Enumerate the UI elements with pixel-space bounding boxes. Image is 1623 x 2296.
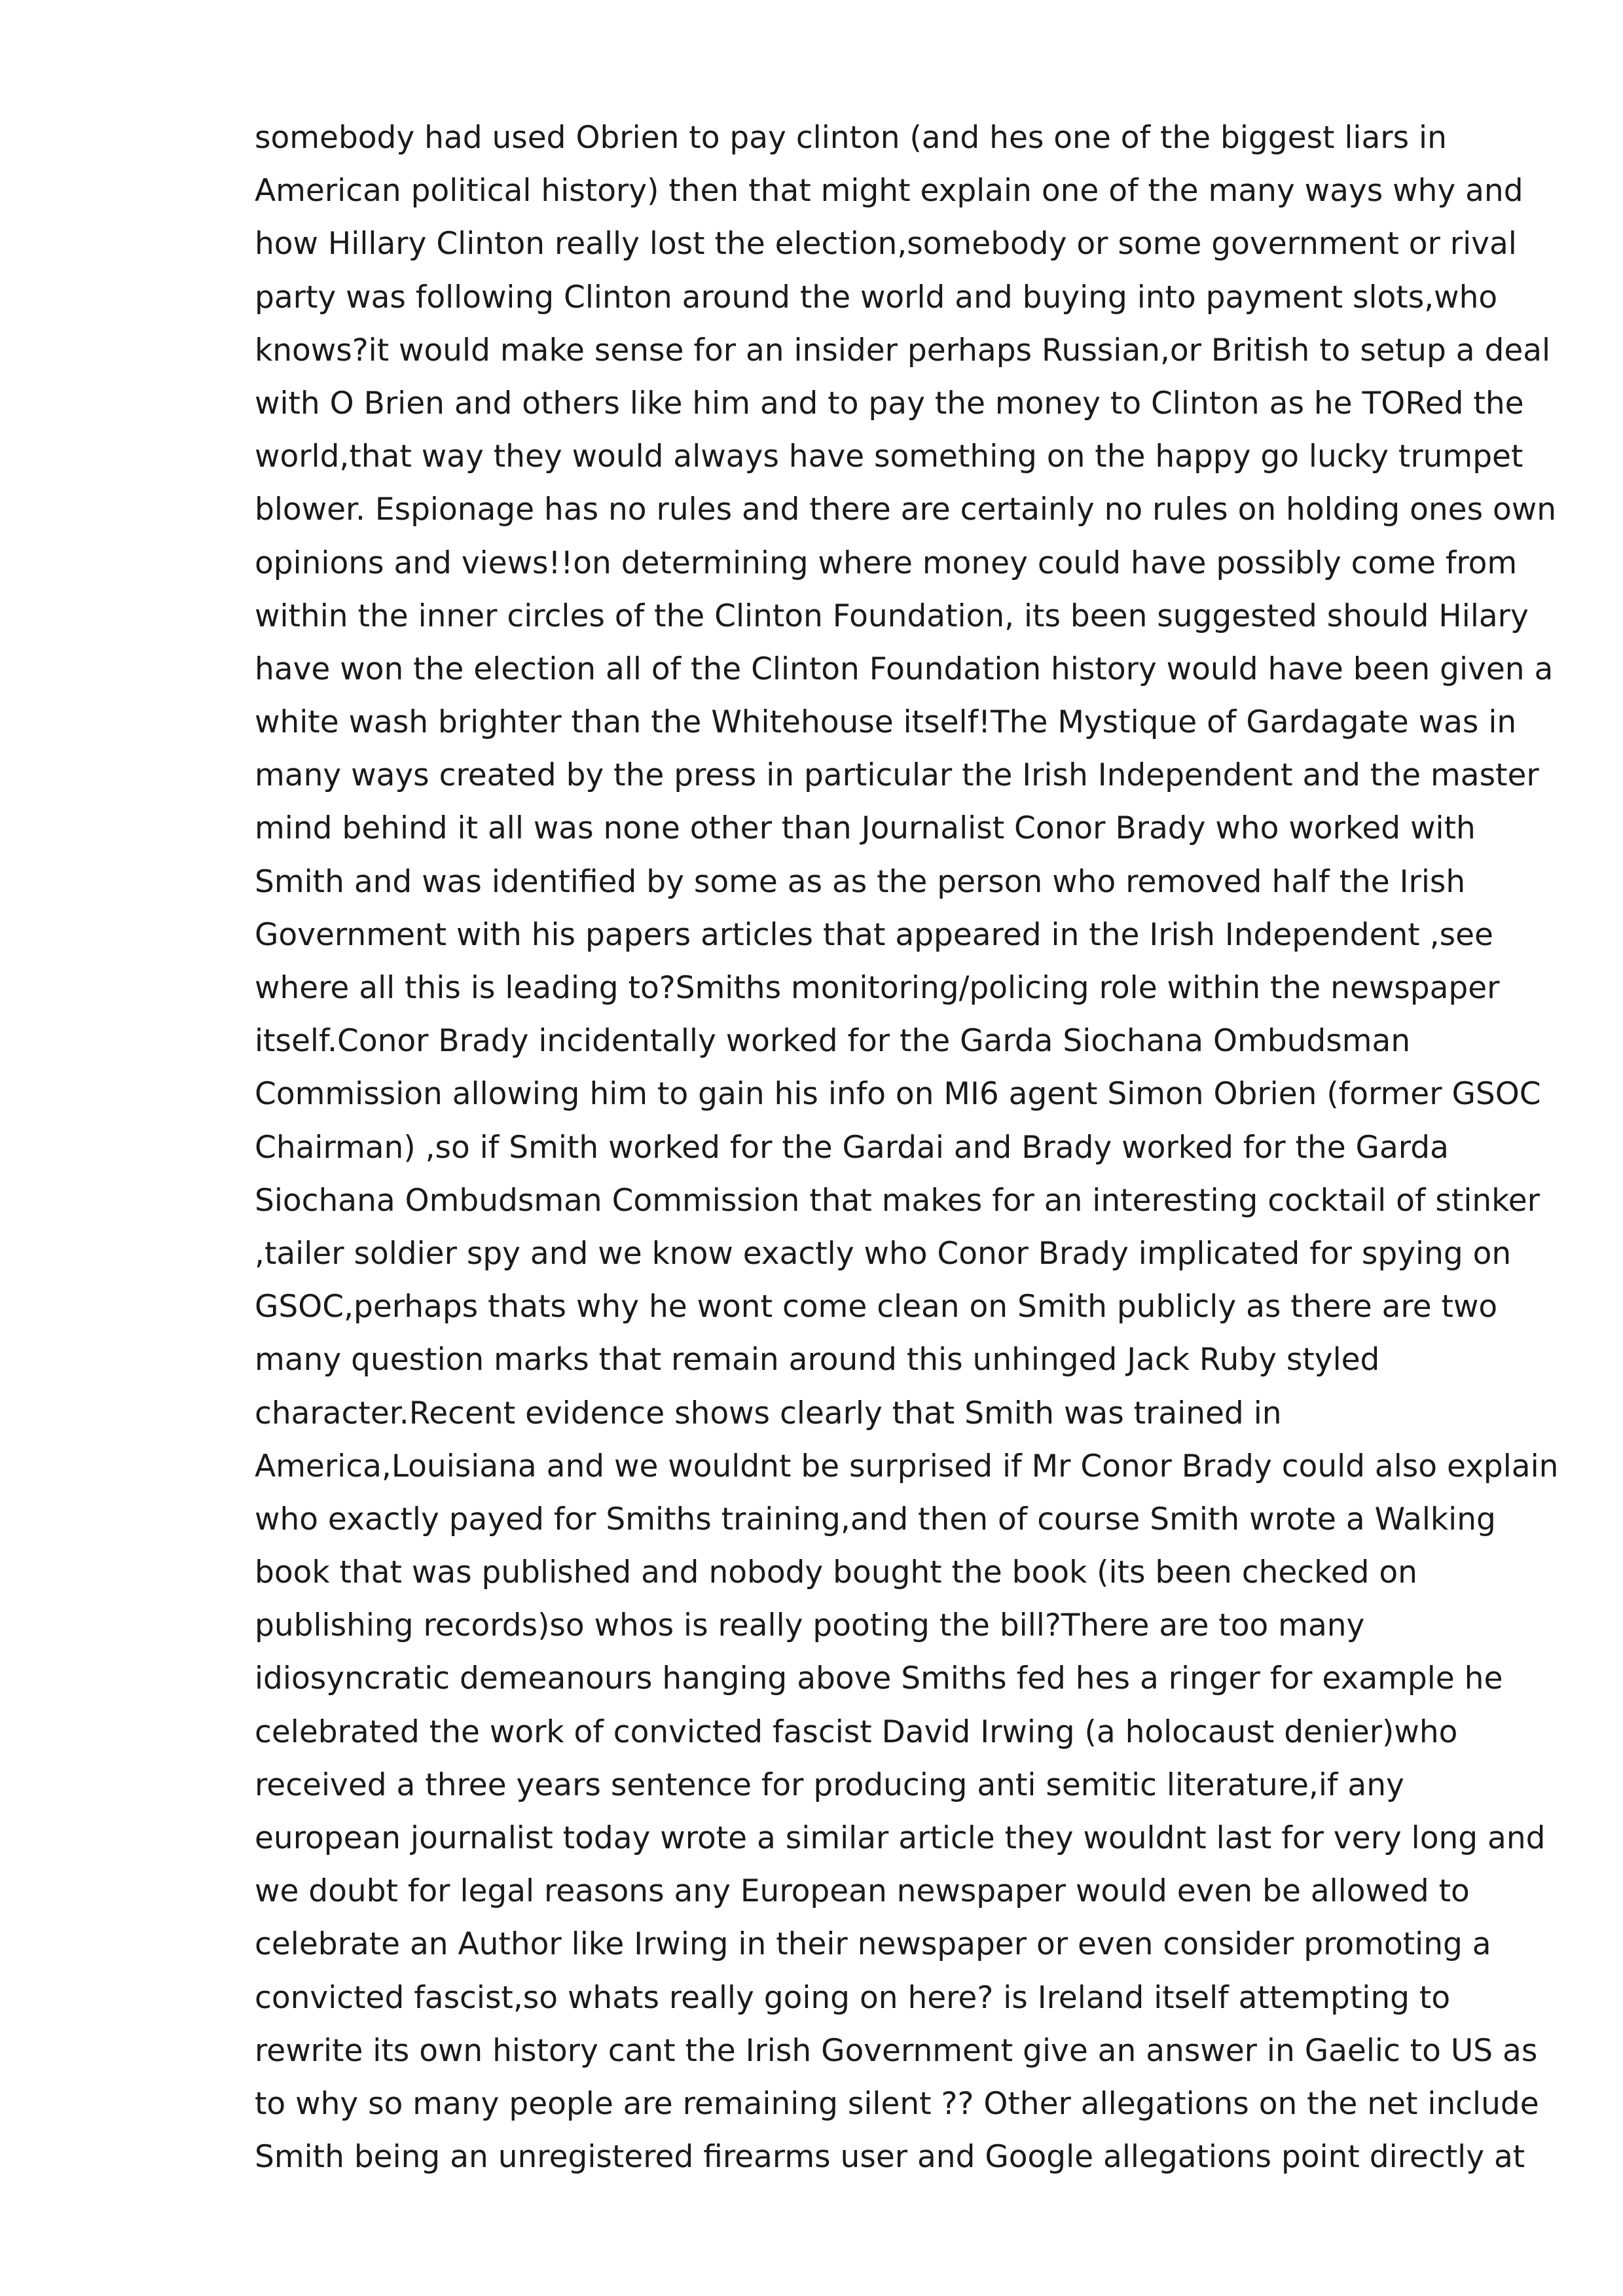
text-line: convicted fascist,so whats really going on here? is Ireland itself attempting to bbox=[255, 1979, 1451, 2016]
text-line: mind behind it all was none other than Journalist Conor Brady who worked with bbox=[255, 810, 1476, 847]
text-line: we doubt for legal reasons any European newspaper would even be allowed to bbox=[255, 1873, 1470, 1910]
text-line: many question marks that remain around this unhinged Jack Ruby styled bbox=[255, 1342, 1380, 1378]
text-line: Siochana Ombudsman Commission that makes for an interesting cocktail of stinker bbox=[255, 1182, 1540, 1219]
text-line: white wash brighter than the Whitehouse itself!The Mystique of Gardagate was in bbox=[255, 704, 1517, 741]
text-line: American political history) then that might explain one of the many ways why and bbox=[255, 173, 1523, 209]
text-line: how Hillary Clinton really lost the election,somebody or some government or rival bbox=[255, 226, 1517, 262]
text-line: who exactly payed for Smiths training,and then of course Smith wrote a Walking bbox=[255, 1501, 1496, 1537]
text-line: received a three years sentence for producing anti semitic literature,if any bbox=[255, 1767, 1404, 1803]
text-line: ,tailer soldier spy and we know exactly who Conor Brady implicated for spying on bbox=[255, 1235, 1512, 1272]
text-line: rewrite its own history cant the Irish Government give an answer in Gaelic to US as bbox=[255, 2032, 1538, 2069]
text-line: blower. Espionage has no rules and there are certainly no rules on holding ones own bbox=[255, 492, 1556, 528]
text-line: somebody had used Obrien to pay clinton (and hes one of the biggest liars in bbox=[255, 120, 1447, 156]
text-line: to why so many people are remaining silent ?? Other allegations on the net include bbox=[255, 2085, 1539, 2122]
text-line: GSOC,perhaps thats why he wont come clean on Smith publicly as there are two bbox=[255, 1289, 1498, 1325]
text-line: character.Recent evidence shows clearly that Smith was trained in bbox=[255, 1395, 1282, 1431]
text-line: publishing records)so whos is really pooting the bill?There are too many bbox=[255, 1607, 1365, 1644]
text-line: Government with his papers articles that appeared in the Irish Independent ,see bbox=[255, 916, 1493, 953]
text-line: world,that way they would always have something on the happy go lucky trumpet bbox=[255, 439, 1523, 475]
text-line: Smith being an unregistered firearms user and Google allegations point directly at bbox=[255, 2139, 1525, 2176]
text-line: within the inner circles of the Clinton Foundation, its been suggested should Hilary bbox=[255, 598, 1529, 634]
text-line: Smith and was identified by some as as the person who removed half the Irish bbox=[255, 863, 1466, 900]
text-line: with O Brien and others like him and to pay the money to Clinton as he TORed the bbox=[255, 385, 1524, 422]
text-line: many ways created by the press in particular the Irish Independent and the master bbox=[255, 757, 1539, 794]
text-line: celebrate an Author like Irwing in their newspaper or even consider promoting a bbox=[255, 1926, 1491, 1963]
text-line: have won the election all of the Clinton Foundation history would have been given a bbox=[255, 651, 1554, 687]
text-line: Chairman) ,so if Smith worked for the Gardai and Brady worked for the Garda bbox=[255, 1129, 1449, 1166]
text-line: America,Louisiana and we wouldnt be surprised if Mr Conor Brady could also explain bbox=[255, 1448, 1559, 1484]
text-line: Commission allowing him to gain his info on MI6 agent Simon Obrien (former GSOC bbox=[255, 1076, 1541, 1113]
text-line: european journalist today wrote a similar article they wouldnt last for very long and bbox=[255, 1820, 1546, 1856]
text-line: itself.Conor Brady incidentally worked for the Garda Siochana Ombudsman bbox=[255, 1023, 1411, 1060]
text-line: book that was published and nobody bought the book (its been checked on bbox=[255, 1554, 1417, 1591]
text-line: opinions and views!!on determining where money could have possibly come from bbox=[255, 545, 1518, 581]
text-line: where all this is leading to?Smiths monitoring/policing role within the newspaper bbox=[255, 970, 1500, 1006]
text-line: idiosyncratic demeanours hanging above Smiths fed hes a ringer for example he bbox=[255, 1660, 1503, 1697]
text-line: celebrated the work of convicted fascist David Irwing (a holocaust denier)who bbox=[255, 1713, 1458, 1750]
body-text bbox=[255, 111, 1559, 2183]
text-line: party was following Clinton around the world and buying into payment slots,who bbox=[255, 279, 1498, 315]
text-line: knows?it would make sense for an insider perhaps Russian,or British to setup a deal bbox=[255, 332, 1551, 368]
